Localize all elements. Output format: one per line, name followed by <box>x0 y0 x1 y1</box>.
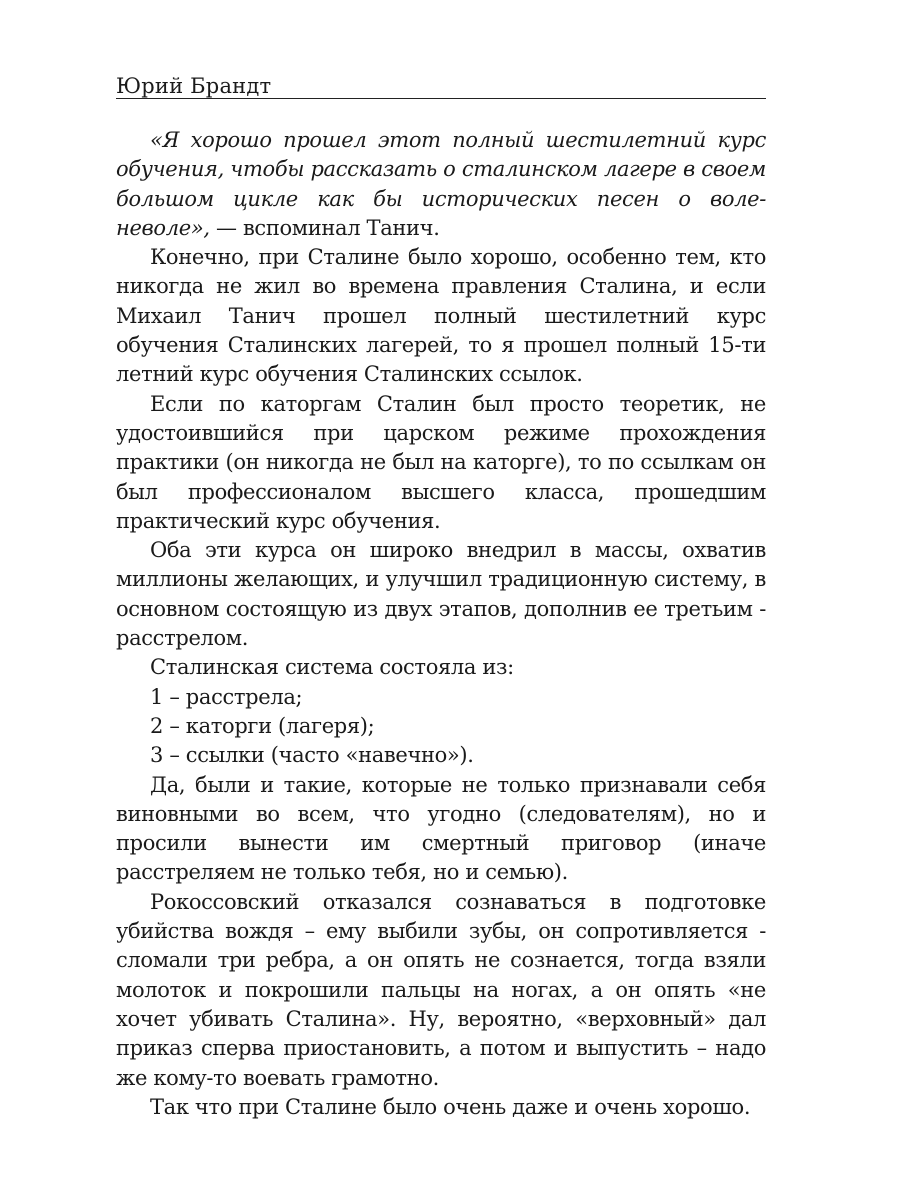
book-page <box>116 0 766 1200</box>
list-item: 2 – каторги (лагеря); <box>150 713 375 738</box>
paragraph: Так что при Сталине было очень даже и очень хорошо. <box>150 1094 751 1119</box>
paragraph: Оба эти курса он широко внедрил в массы, охватив миллионы желающих, и улучшил традиционную систему, в основном состоящую из двух этапов, дополнив ее третьим - расстрелом. <box>116 538 766 651</box>
quote-italic: «Я хорошо прошел этот полный шестилетний курс обучения, чтобы рассказать о сталинском лагере в своем большом цикле как бы исторических песен о воле-неволе», <box>116 128 766 240</box>
paragraph: Если по каторгам Сталин был просто теоретик, не удостоившийся при царском режиме прохождения практики (он никогда не был на каторге), то по ссылкам он был профессионалом высшего класса, прошедшим практический курс обучения. <box>116 391 766 533</box>
list-item: 3 – ссылки (часто «навечно»). <box>150 743 474 768</box>
paragraph: Да, были и такие, которые не только признавали себя виновными во всем, что угодно (следователям), но и просили вынести им смертный приговор (иначе расстреляем не только тебя, но и семью). <box>116 772 766 885</box>
header-rule <box>116 98 766 99</box>
paragraph: Конечно, при Сталине было хорошо, особенно тем, кто никогда не жил во времена правления Сталина, и если Михаил Танич прошел полный шестилетний курс обучения Сталинских лагерей, то я прошел полный 15-ти летний курс обучения Сталинских ссылок. <box>116 245 766 387</box>
quote-paragraph <box>116 126 766 243</box>
paragraph: Рокоссовский отказался сознаваться в подготовке убийства вождя – ему выбили зубы, он сопротивляется - сломали три ребра, а он опять не сознается, тогда взяли молоток и покрошили пальцы на ногах, а он опять «не хочет убивать Сталина». Ну, вероятно, «верховный» дал приказ сперва приостановить, а потом и выпустить – надо же кому-то воевать грамотно. <box>116 889 766 1090</box>
running-head-author: Юрий Брандт <box>116 74 272 98</box>
quote-attribution: — вспоминал Танич. <box>209 215 440 240</box>
body-text <box>116 126 766 1122</box>
paragraph: Сталинская система состояла из: <box>150 655 514 680</box>
list-item: 1 – расстрела; <box>150 684 303 709</box>
